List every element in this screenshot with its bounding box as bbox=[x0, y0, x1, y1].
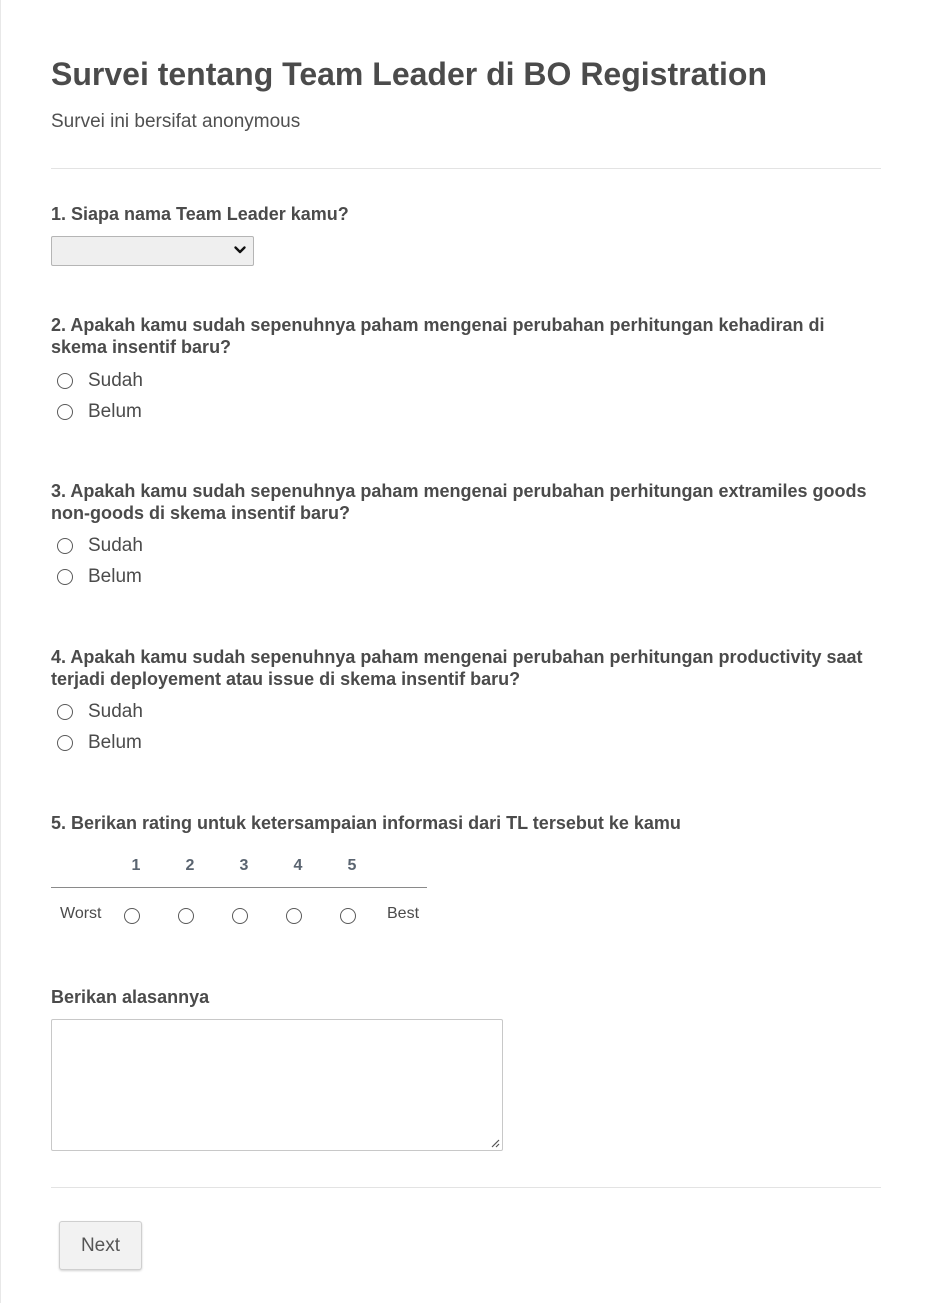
option-label: Belum bbox=[88, 732, 142, 753]
radio-button[interactable] bbox=[57, 735, 73, 751]
team-leader-select[interactable] bbox=[51, 236, 254, 266]
radio-button[interactable] bbox=[57, 704, 73, 720]
rating-scale-divider bbox=[51, 887, 427, 888]
option-label: Sudah bbox=[88, 535, 143, 556]
next-button[interactable]: Next bbox=[59, 1221, 142, 1270]
rating-high-label: Best bbox=[387, 905, 420, 922]
rating-scale-label-2: 2 bbox=[185, 857, 195, 874]
rating-scale-label-1: 1 bbox=[131, 857, 141, 874]
rating-radio-1[interactable] bbox=[124, 908, 140, 924]
radio-button[interactable] bbox=[57, 404, 73, 420]
question-5-label: 5. Berikan rating untuk ketersampaian informasi dari TL tersebut ke kamu bbox=[51, 813, 681, 833]
question-2-option-belum[interactable] bbox=[57, 400, 142, 424]
question-3-label: 3. Apakah kamu sudah sepenuhnya paham mengenai perubahan perhitungan extramiles goods non-goods di skema insentif baru? bbox=[51, 481, 867, 523]
rating-scale-label-5: 5 bbox=[347, 857, 357, 874]
rating-scale-label-3: 3 bbox=[239, 857, 249, 874]
rating-radio-2[interactable] bbox=[178, 908, 194, 924]
radio-button[interactable] bbox=[57, 569, 73, 585]
chevron-down-icon bbox=[233, 243, 247, 257]
question-2-option-sudah[interactable] bbox=[57, 369, 143, 393]
rating-radio-5[interactable] bbox=[340, 908, 356, 924]
option-label: Sudah bbox=[88, 701, 143, 722]
reason-textarea[interactable] bbox=[51, 1019, 503, 1151]
survey-title: Survei tentang Team Leader di BO Registration bbox=[51, 56, 767, 92]
question-3-option-sudah[interactable] bbox=[57, 534, 143, 558]
question-1-label: 1. Siapa nama Team Leader kamu? bbox=[51, 204, 349, 224]
question-4-option-sudah[interactable] bbox=[57, 700, 143, 724]
rating-radio-4[interactable] bbox=[286, 908, 302, 924]
question-6-label: Berikan alasannya bbox=[51, 987, 210, 1007]
option-label: Belum bbox=[88, 401, 142, 422]
survey-description: Survei ini bersifat anonymous bbox=[51, 111, 301, 132]
option-label: Sudah bbox=[88, 370, 143, 391]
rating-scale-label-4: 4 bbox=[293, 857, 303, 874]
question-4-label: 4. Apakah kamu sudah sepenuhnya paham mengenai perubahan perhitungan productivity saat terjadi deployement atau issue di skema insentif baru? bbox=[51, 647, 863, 689]
rating-radio-3[interactable] bbox=[232, 908, 248, 924]
footer-divider bbox=[51, 1187, 881, 1188]
option-label: Belum bbox=[88, 566, 142, 587]
rating-scale bbox=[51, 850, 427, 930]
question-4-option-belum[interactable] bbox=[57, 731, 142, 755]
radio-button[interactable] bbox=[57, 538, 73, 554]
header-divider bbox=[51, 168, 881, 169]
question-2-label: 2. Apakah kamu sudah sepenuhnya paham mengenai perubahan perhitungan kehadiran di skema insentif baru? bbox=[51, 315, 825, 357]
resize-grip-icon[interactable] bbox=[490, 1138, 500, 1148]
rating-low-label: Worst bbox=[60, 905, 102, 922]
radio-button[interactable] bbox=[57, 373, 73, 389]
question-3-option-belum[interactable] bbox=[57, 565, 142, 589]
